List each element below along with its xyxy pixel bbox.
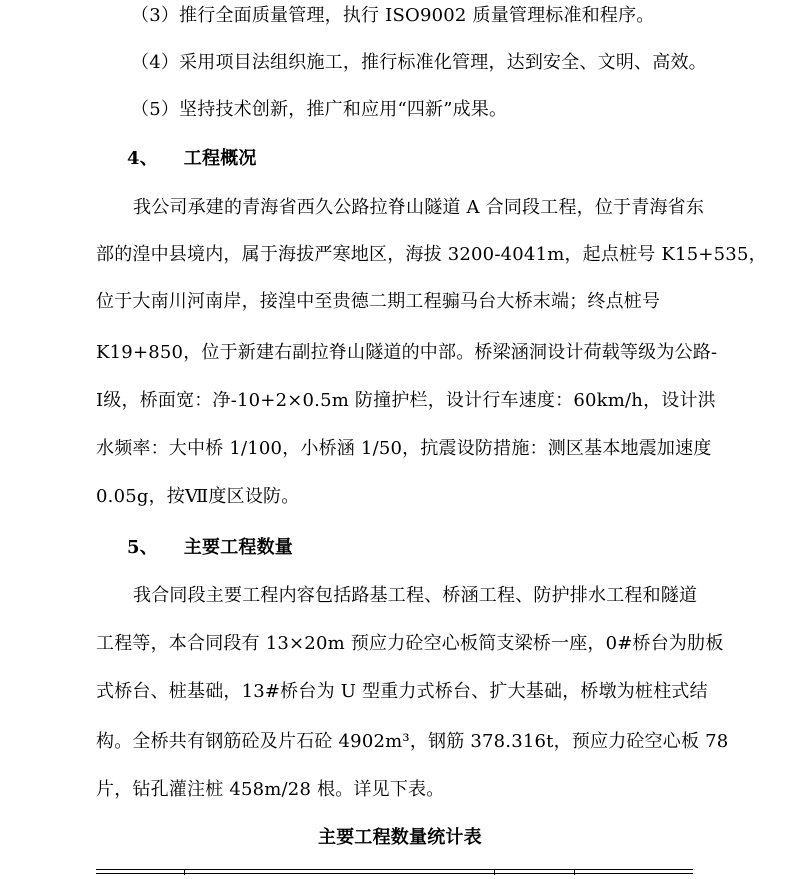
paragraph-line: 片，钻孔灌注桩 458m/28 根。详见下表。 <box>96 779 445 800</box>
paragraph-line: 水频率：大中桥 1/100，小桥涵 1/50，抗震设防措施：测区基本地震加速度 <box>96 438 712 459</box>
table-column-divider <box>574 869 575 875</box>
paragraph-line: 0.05g，按Ⅶ度区设防。 <box>96 486 300 507</box>
paragraph-line: 我合同段主要工程内容包括路基工程、桥涵工程、防护排水工程和隧道 <box>133 585 698 606</box>
table-column-divider <box>494 869 495 875</box>
paragraph-line: 部的湟中县境内，属于海拔严寒地区，海拔 3200-4041m，起点桩号 K15+535， <box>96 244 767 265</box>
paragraph-line: K19+850，位于新建右副拉脊山隧道的中部。桥梁涵洞设计荷载等级为公路- <box>96 342 718 363</box>
section-heading: 5、 主要工程数量 <box>127 537 293 558</box>
paragraph-line: 式桥台、桩基础，13#桥台为 U 型重力式桥台、扩大基础，桥墩为桩柱式结 <box>96 681 708 702</box>
paragraph-line: 构。全桥共有钢筋砼及片石砼 4902m³，钢筋 378.316t，预应力砼空心板 78 <box>96 731 729 752</box>
list-item: （3）推行全面质量管理，执行 ISO9002 质量管理标准和程序。 <box>131 5 655 26</box>
table-top-border <box>96 869 693 874</box>
list-item: （4）采用项目法组织施工，推行标准化管理，达到安全、文明、高效。 <box>131 52 707 73</box>
section-heading: 4、 工程概况 <box>127 148 257 169</box>
table-title: 主要工程数量统计表 <box>318 827 482 848</box>
paragraph-line: Ⅰ级，桥面宽：净-10+2×0.5m 防撞护栏，设计行车速度：60km/h，设计洪 <box>96 390 716 411</box>
paragraph-line: 位于大南川河南岸，接湟中至贵德二期工程骟马台大桥末端；终点桩号 <box>96 291 661 312</box>
paragraph-line: 工程等，本合同段有 13×20m 预应力砼空心板简支梁桥一座，0#桥台为肋板 <box>96 633 724 654</box>
table-column-divider <box>184 869 185 875</box>
list-item: （5）坚持技术创新，推广和应用“四新”成果。 <box>131 99 508 120</box>
paragraph-line: 我公司承建的青海省西久公路拉脊山隧道 A 合同段工程，位于青海省东 <box>133 197 705 218</box>
